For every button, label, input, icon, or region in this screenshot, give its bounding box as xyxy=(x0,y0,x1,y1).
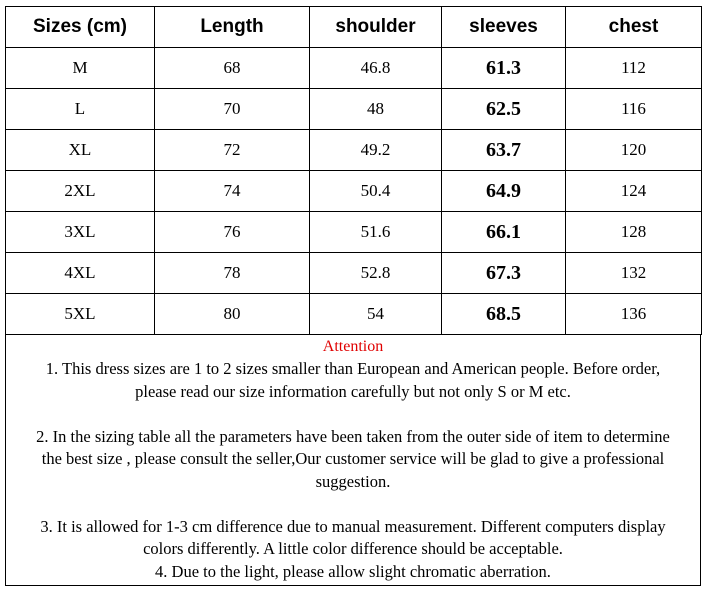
cell-shoulder: 52.8 xyxy=(310,253,442,294)
cell-shoulder: 46.8 xyxy=(310,48,442,89)
note-4: 4. Due to the light, please allow slight chromatic aberration. xyxy=(155,561,551,581)
cell-chest: 128 xyxy=(566,212,702,253)
note-3-line-2: colors differently. A little color difference should be acceptable. xyxy=(143,539,563,558)
attention-title: Attention xyxy=(322,338,384,355)
cell-chest: 116 xyxy=(566,89,702,130)
note-1-line-1: 1. This dress sizes are 1 to 2 sizes smaller than European and American people. Before order, xyxy=(45,359,661,378)
cell-size: 2XL xyxy=(6,171,155,212)
cell-length: 70 xyxy=(155,89,310,130)
table-row xyxy=(6,89,702,130)
table-row xyxy=(6,130,702,171)
cell-sleeves: 66.1 xyxy=(442,212,566,253)
spacer xyxy=(6,493,700,516)
table-row xyxy=(6,171,702,212)
cell-size: L xyxy=(6,89,155,130)
cell-size: 4XL xyxy=(6,253,155,294)
header-length: Length xyxy=(155,7,310,48)
size-chart-table xyxy=(5,6,702,335)
attention-notes xyxy=(5,335,701,586)
cell-shoulder: 49.2 xyxy=(310,130,442,171)
table-row xyxy=(6,253,702,294)
cell-size: 3XL xyxy=(6,212,155,253)
cell-sleeves: 61.3 xyxy=(442,48,566,89)
cell-length: 80 xyxy=(155,294,310,335)
cell-size: 5XL xyxy=(6,294,155,335)
cell-length: 72 xyxy=(155,130,310,171)
header-sleeves: sleeves xyxy=(442,7,566,48)
cell-chest: 124 xyxy=(566,171,702,212)
spacer xyxy=(6,403,700,426)
cell-shoulder: 51.6 xyxy=(310,212,442,253)
cell-chest: 120 xyxy=(566,130,702,171)
note-2-line-2: the best size , please consult the seller,Our customer service will be glad to give a professional xyxy=(41,449,665,468)
note-3-line-1: 3. It is allowed for 1-3 cm difference due to manual measurement. Different computers display xyxy=(40,516,666,536)
header-sizes: Sizes (cm) xyxy=(6,7,155,48)
table-row xyxy=(6,212,702,253)
note-2-line-1: 2. In the sizing table all the parameters have been taken from the outer side of item to determine xyxy=(36,426,670,446)
cell-length: 76 xyxy=(155,212,310,253)
cell-chest: 136 xyxy=(566,294,702,335)
cell-length: 68 xyxy=(155,48,310,89)
cell-size: M xyxy=(6,48,155,89)
note-1-line-2: please read our size information carefully but not only S or M etc. xyxy=(135,381,571,401)
cell-sleeves: 64.9 xyxy=(442,171,566,212)
cell-length: 78 xyxy=(155,253,310,294)
table-row xyxy=(6,48,702,89)
cell-shoulder: 48 xyxy=(310,89,442,130)
cell-chest: 112 xyxy=(566,48,702,89)
header-shoulder: shoulder xyxy=(310,7,442,48)
note-2-line-3: suggestion. xyxy=(315,471,391,491)
cell-sleeves: 68.5 xyxy=(442,294,566,335)
cell-shoulder: 50.4 xyxy=(310,171,442,212)
cell-shoulder: 54 xyxy=(310,294,442,335)
cell-size: XL xyxy=(6,130,155,171)
cell-chest: 132 xyxy=(566,253,702,294)
cell-sleeves: 67.3 xyxy=(442,253,566,294)
cell-length: 74 xyxy=(155,171,310,212)
cell-sleeves: 62.5 xyxy=(442,89,566,130)
table-header-row xyxy=(6,7,702,48)
table-row xyxy=(6,294,702,335)
cell-sleeves: 63.7 xyxy=(442,130,566,171)
header-chest: chest xyxy=(566,7,702,48)
